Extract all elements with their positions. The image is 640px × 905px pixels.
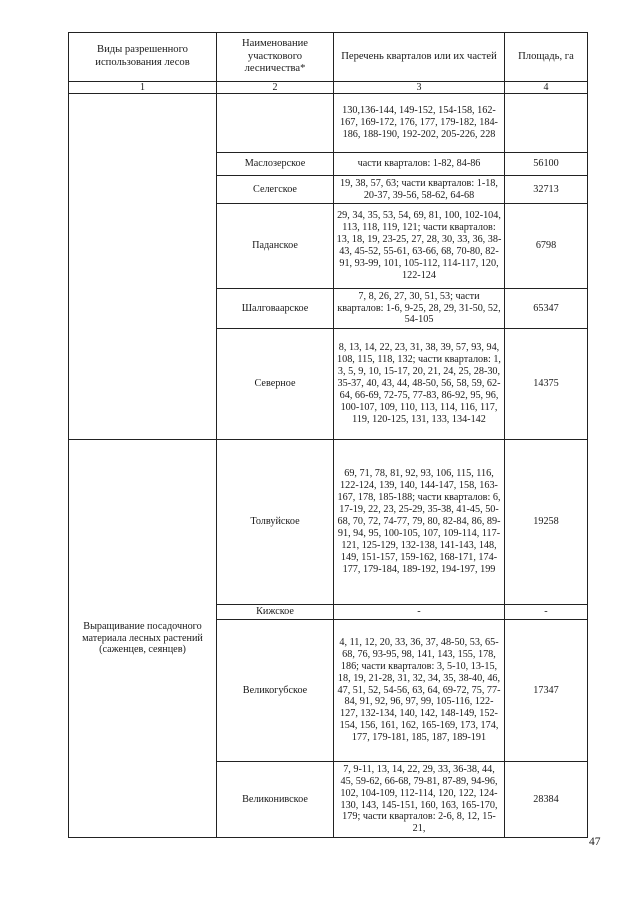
forestry-name: Великогубское [217,620,334,762]
forestry-name: Кижское [217,605,334,620]
column-number: 1 [69,82,217,94]
area-value: - [505,605,588,620]
area-value: 19258 [505,440,588,605]
forestry-name [217,94,334,153]
area-value: 6798 [505,204,588,289]
quarters-list: 29, 34, 35, 53, 54, 69, 81, 100, 102-104, 113, 118, 119, 121; части кварталов: 13, 18, 19, 23-25, 27, 28, 30, 33, 36, 38-43, 45-52, 55-61, 63-66, 68, 70-80, 82-91, 93-99, 101, 105-112, 114-117, 120, 122-124 [334,204,505,289]
table-row [69,440,588,605]
quarters-list: 7, 8, 26, 27, 30, 51, 53; части кварталов: 1-6, 9-25, 28, 29, 31-50, 52, 54-105 [334,289,505,329]
column-number: 3 [334,82,505,94]
use-type-label: Выращивание посадочного материала лесных растений (саженцев, сеянцев) [69,440,217,838]
area-value: 32713 [505,176,588,204]
forestry-name: Селегское [217,176,334,204]
area-value: 28384 [505,762,588,838]
forestry-name: Великонивское [217,762,334,838]
table-row [69,94,588,153]
forestry-name: Шалговаарское [217,289,334,329]
forest-use-table [68,32,588,838]
forestry-name: Паданское [217,204,334,289]
area-value: 14375 [505,329,588,440]
quarters-list: - [334,605,505,620]
table-header-row [69,33,588,82]
header-use-type: Виды разрешенного использования лесов [69,33,217,82]
quarters-list: 8, 13, 14, 22, 23, 31, 38, 39, 57, 93, 94, 108, 115, 118, 132; части кварталов: 1, 3, 5, 9, 10, 15-17, 20, 21, 24, 25, 28-30, 35-37, 40, 43, 44, 48-50, 56, 58, 59, 62-64, 66-69, 72-75, 77-83, 86-92, 95, 96, 100-107, 109, 110, 113, 114, 116, 117, 119, 120-125, 131, 133, 134-142 [334,329,505,440]
quarters-list: 4, 11, 12, 20, 33, 36, 37, 48-50, 53, 65-68, 76, 93-95, 98, 141, 143, 155, 178, 186; части кварталов: 3, 5-10, 13-15, 18, 19, 21-28, 31, 32, 34, 35, 38-40, 46, 47, 51, 52, 54-56, 63, 64, 69-72, 75, 77-84, 91, 92, 96, 97, 99, 105-116, 122-127, 132-134, 140, 142, 148-149, 152-154, 156, 161, 162, 165-169, 173, 174, 177, 179-181, 185, 187, 189-191 [334,620,505,762]
forestry-name: Северное [217,329,334,440]
quarters-list: 19, 38, 57, 63; части кварталов: 1-18, 20-37, 39-56, 58-62, 64-68 [334,176,505,204]
column-number: 2 [217,82,334,94]
header-quarters: Перечень кварталов или их частей [334,33,505,82]
page-number: 47 [589,836,601,848]
area-value: 65347 [505,289,588,329]
area-value: 56100 [505,153,588,176]
area-value: 17347 [505,620,588,762]
quarters-list: 130,136-144, 149-152, 154-158, 162-167, 169-172, 176, 177, 179-182, 184-186, 188-190, 192-202, 205-226, 228 [334,94,505,153]
forestry-name: Толвуйское [217,440,334,605]
column-number: 4 [505,82,588,94]
header-forestry: Наименование участкового лесничества* [217,33,334,82]
area-value [505,94,588,153]
forestry-name: Маслозерское [217,153,334,176]
quarters-list: части кварталов: 1-82, 84-86 [334,153,505,176]
use-type-blank-cell [69,94,217,440]
column-number-row [69,82,588,94]
quarters-list: 69, 71, 78, 81, 92, 93, 106, 115, 116, 122-124, 139, 140, 144-147, 158, 163-167, 178, 185-188; части кварталов: 6, 17-19, 22, 23, 25-29, 35-38, 41-45, 50-68, 70, 72, 74-77, 79, 80, 82-84, 86, 89-91, 94, 95, 100-105, 107, 109-114, 117-121, 125-129, 132-138, 141-143, 148, 149, 151-157, 159-162, 168-171, 174-177, 179-184, 189-192, 194-197, 199 [334,440,505,605]
header-area: Площадь, га [505,33,588,82]
quarters-list: 7, 9-11, 13, 14, 22, 29, 33, 36-38, 44, 45, 59-62, 66-68, 79-81, 87-89, 94-96, 102, 104-109, 112-114, 120, 122, 124-130, 143, 145-151, 160, 163, 165-170, 179; части кварталов: 2-6, 8, 12, 15-21, [334,762,505,838]
